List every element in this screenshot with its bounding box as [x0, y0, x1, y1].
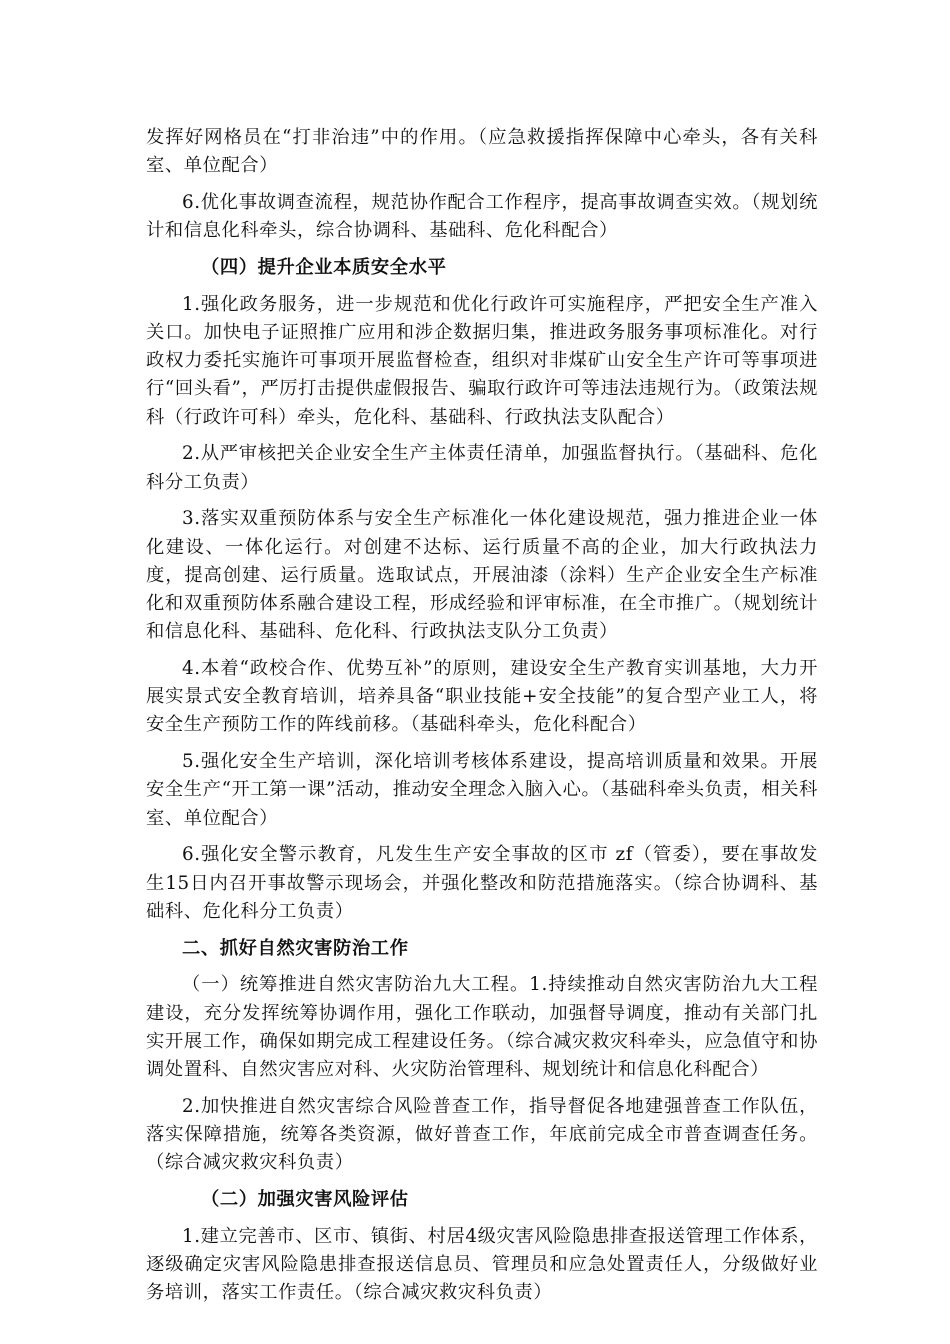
- paragraph-item-1-four-level-system: 1.建立完善市、区市、镇街、村居4级灾害风险隐患排查报送管理工作体系，逐级确定灾害风险隐患排查报送信息员、管理员和应急处置责任人，分级做好业务培训，落实工作责任。（综合减灾救灾科负责）: [146, 1225, 818, 1304]
- paragraph-item-6-warning-education: 6.强化安全警示教育，凡发生生产安全事故的区市 zf（管委），要在事故发生15日内召开事故警示现场会，并强化整改和防范措施落实。（综合协调科、基础科、危化科分工负责）: [146, 844, 818, 922]
- section-heading-4: （四）提升企业本质安全水平: [201, 257, 447, 278]
- paragraph-item-3-dual-prevention: 3.落实双重预防体系与安全生产标准化一体化建设规范，强力推进企业一体化建设、一体化运行。对创建不达标、运行质量不高的企业，加大行政执法力度，提高创建、运行质量。选取试点，开展油漆（涂料）生产企业安全生产标准化和双重预防体系融合建设工程，形成经验和评审标准，在全市推广。（规划统计和信息化科、基础科、危化科、行政执法支队分工负责）: [146, 508, 818, 643]
- paragraph-item-2-risk-census: 2.加快推进自然灾害综合风险普查工作，指导督促各地建强普查工作队伍，落实保障措施，统筹各类资源，做好普查工作，年底前完成全市普查调查任务。（综合减灾救灾科负责）: [146, 1095, 818, 1174]
- paragraph-item-2-responsibility-list: 2.从严审核把关企业安全生产主体责任清单，加强监督执行。（基础科、危化科分工负责）: [146, 443, 818, 493]
- paragraph-item-5-safety-training: 5.强化安全生产培训，深化培训考核体系建设，提高培训质量和效果。开展安全生产“开工第一课”活动，推动安全理念入脑入心。（基础科牵头负责，相关科室、单位配合）: [146, 751, 818, 829]
- paragraph-item-1-government-service: 1.强化政务服务，进一步规范和优化行政许可实施程序，严把安全生产准入关口。加快电子证照推广应用和涉企数据归集，推进政务服务事项标准化。对行政权力委托实施许可事项开展监督检查，组织对非煤矿山安全生产许可等事项进行“回头看”，严厉打击提供虚假报告、骗取行政许可等违法违规行为。（政策法规科（行政许可科）牵头，危化科、基础科、行政执法支队配合）: [146, 293, 818, 428]
- document-body: [146, 124, 818, 1316]
- paragraph-continued: 发挥好网格员在“打非治违”中的作用。（应急救援指挥保障中心牵头，各有关科室、单位配合）: [146, 127, 818, 177]
- section-heading-2: （二）加强灾害风险评估: [201, 1189, 409, 1211]
- paragraph-section-1-nine-projects: （一）统筹推进自然灾害防治九大工程。1.持续推动自然灾害防治九大工程建设，充分发挥统筹协调作用，强化工作联动，加强督导调度，推动有关部门扎实开展工作，确保如期完成工程建设任务。（综合减灾救灾科牵头，应急值守和协调处置科、自然灾害应对科、火灾防治管理科、规划统计和信息化科配合）: [146, 974, 818, 1081]
- paragraph-item-4-training-base: 4.本着“政校合作、优势互补”的原则，建设安全生产教育实训基地，大力开展实景式安全教育培训，培养具备“职业技能+安全技能”的复合型产业工人，将安全生产预防工作的阵线前移。（基础科牵头，危化科配合）: [146, 658, 818, 736]
- chapter-heading-2: 二、抓好自然灾害防治工作: [182, 937, 409, 959]
- paragraph-item-6-investigation: 6.优化事故调查流程，规范协作配合工作程序，提高事故调查实效。（规划统计和信息化科牵头，综合协调科、基础科、危化科配合）: [146, 192, 818, 242]
